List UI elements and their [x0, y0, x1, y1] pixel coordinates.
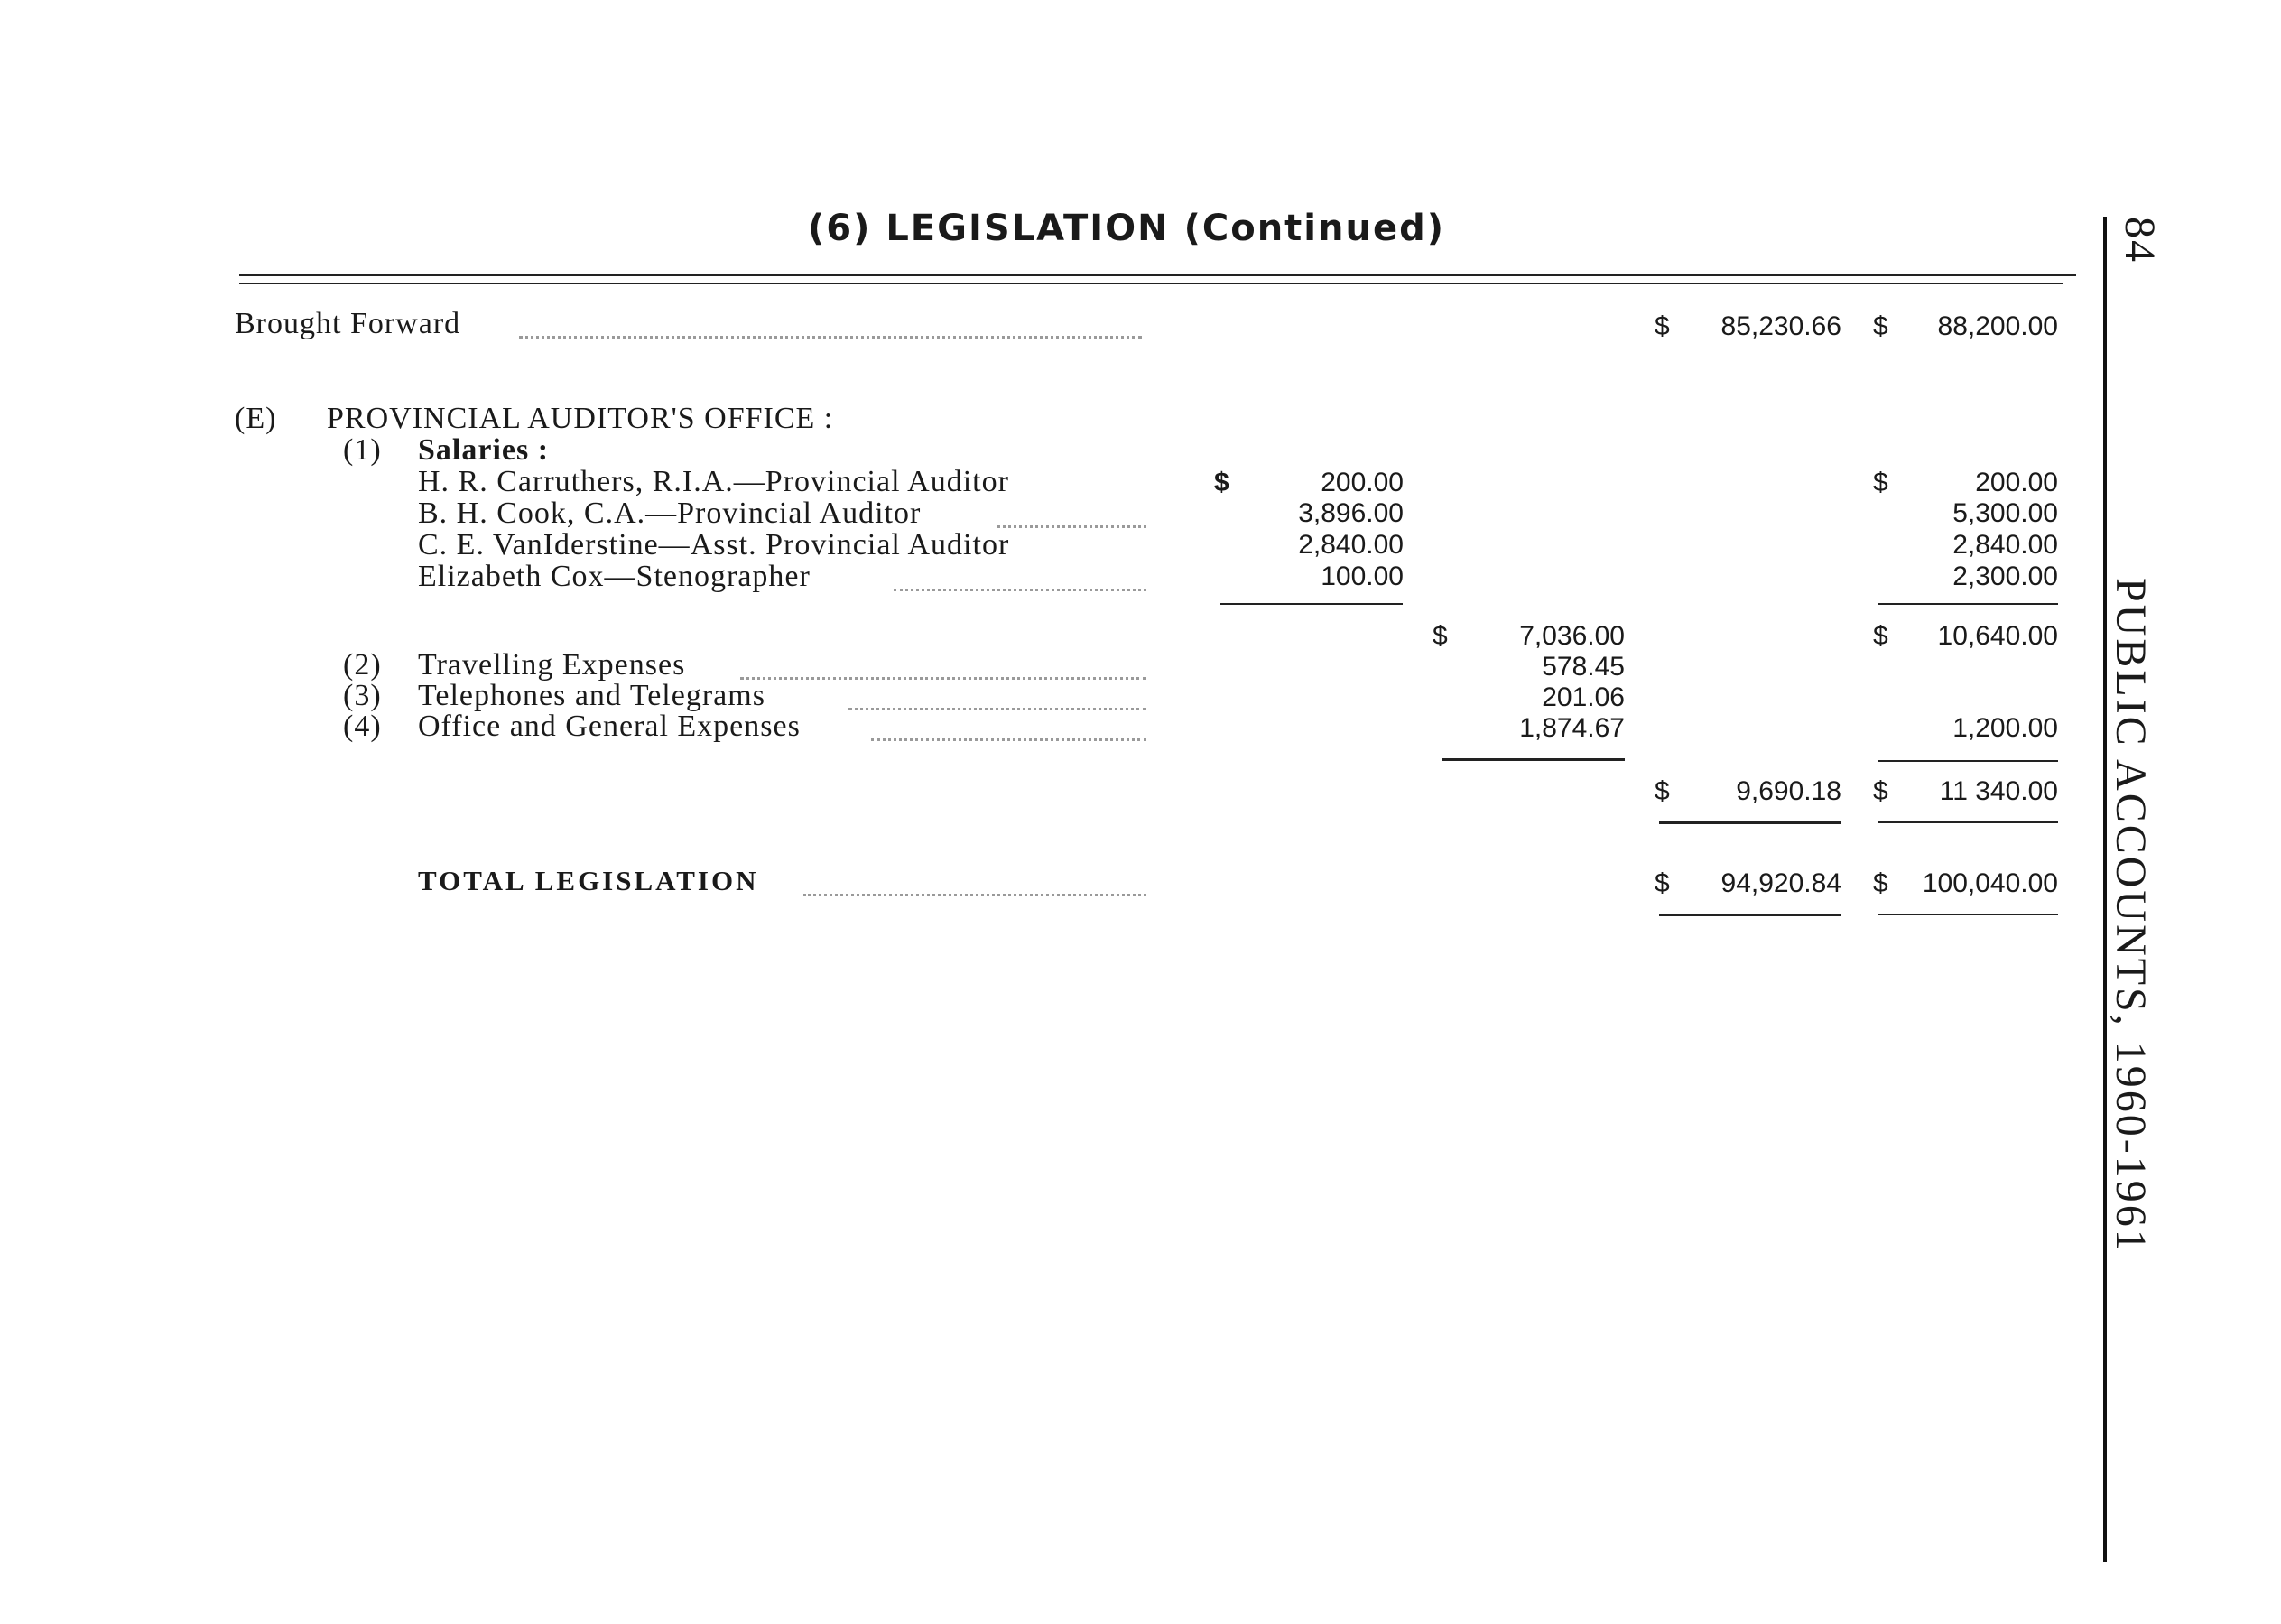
salary-row-prior: 200.00 [1975, 468, 2058, 497]
grand-total-dollar: $ [1655, 868, 1670, 898]
salary-row-name: C. E. VanIderstine—Asst. Provincial Auditor [418, 528, 1010, 561]
grand-total-prior-dollar: $ [1873, 868, 1888, 898]
leader-dots [803, 894, 1146, 896]
item-prior: 1,200.00 [1952, 713, 2058, 743]
total-underline [1659, 821, 1841, 824]
item-label: Office and General Expenses [418, 710, 801, 743]
salary-row-prior: 5,300.00 [1952, 498, 2058, 528]
salary-row-amount: 3,896.00 [1298, 498, 1404, 528]
section-prior-total-dollar: $ [1873, 776, 1888, 806]
header-rule-top [239, 274, 2076, 276]
page-number: 84 [2116, 217, 2164, 264]
item-marker: (2) [343, 648, 382, 682]
leader-dots [519, 336, 1142, 339]
margin-rule [2103, 217, 2107, 1562]
grand-total-underline [1878, 914, 2058, 915]
salaries-marker: (1) [343, 433, 382, 467]
section-total-dollar: $ [1655, 776, 1670, 806]
side-title: PUBLIC ACCOUNTS, 1960-1961 [2107, 578, 2155, 1254]
salary-row-name: H. R. Carruthers, R.I.A.—Provincial Auditor [418, 465, 1009, 498]
grand-total-label: TOTAL LEGISLATION [418, 865, 759, 896]
salary-row-prior: 2,840.00 [1952, 530, 2058, 560]
brought-forward-prior-dollar: $ [1873, 311, 1888, 341]
brought-forward-prior-amount: 88,200.00 [1937, 311, 2058, 341]
section-title: PROVINCIAL AUDITOR'S OFFICE : [327, 402, 834, 435]
salary-row-prior: 2,300.00 [1952, 561, 2058, 591]
salary-row-prior-dollar: $ [1873, 468, 1888, 497]
leader-dots [871, 738, 1146, 741]
leader-dots [894, 589, 1146, 591]
salaries-prior-dollar: $ [1873, 621, 1888, 651]
brought-forward-label: Brought Forward [235, 307, 461, 340]
section-prior-total: 11 340.00 [1939, 776, 2058, 806]
leader-dots [848, 708, 1146, 710]
item-marker: (3) [343, 679, 382, 712]
item-label: Telephones and Telegrams [418, 679, 765, 712]
total-underline [1878, 821, 2058, 823]
salary-row-name: B. H. Cook, C.A.—Provincial Auditor [418, 496, 922, 530]
section-marker: (E) [235, 402, 277, 435]
total-rule [1442, 758, 1625, 761]
salary-row-dollar: $ [1214, 468, 1229, 497]
salaries-prior-subtotal: 10,640.00 [1937, 621, 2058, 651]
subtotal-rule [1220, 603, 1403, 605]
item-amount: 578.45 [1542, 652, 1625, 682]
grand-total-prior-amount: 100,040.00 [1922, 868, 2058, 898]
header-rule-bottom [239, 283, 2063, 284]
salaries-subtotal: 7,036.00 [1519, 621, 1625, 651]
brought-forward-dollar: $ [1655, 311, 1670, 341]
item-marker: (4) [343, 710, 382, 743]
leader-dots [997, 525, 1146, 528]
total-rule [1878, 760, 2058, 762]
salary-row-amount: 100.00 [1321, 561, 1404, 591]
salary-row-amount: 2,840.00 [1298, 530, 1404, 560]
item-amount: 1,874.67 [1519, 713, 1625, 743]
item-label: Travelling Expenses [418, 648, 686, 682]
salaries-label: Salaries : [418, 433, 550, 467]
brought-forward-amount: 85,230.66 [1720, 311, 1841, 341]
section-total: 9,690.18 [1736, 776, 1841, 806]
subtotal-rule [1878, 603, 2058, 605]
item-amount: 201.06 [1542, 682, 1625, 712]
grand-total-amount: 94,920.84 [1720, 868, 1841, 898]
page-title: (6) LEGISLATION (Continued) [808, 208, 1445, 249]
salaries-subtotal-dollar: $ [1433, 621, 1448, 651]
salary-row-name: Elizabeth Cox—Stenographer [418, 560, 811, 593]
leader-dots [740, 677, 1146, 680]
salary-row-amount: 200.00 [1321, 468, 1404, 497]
grand-total-underline [1659, 914, 1841, 916]
